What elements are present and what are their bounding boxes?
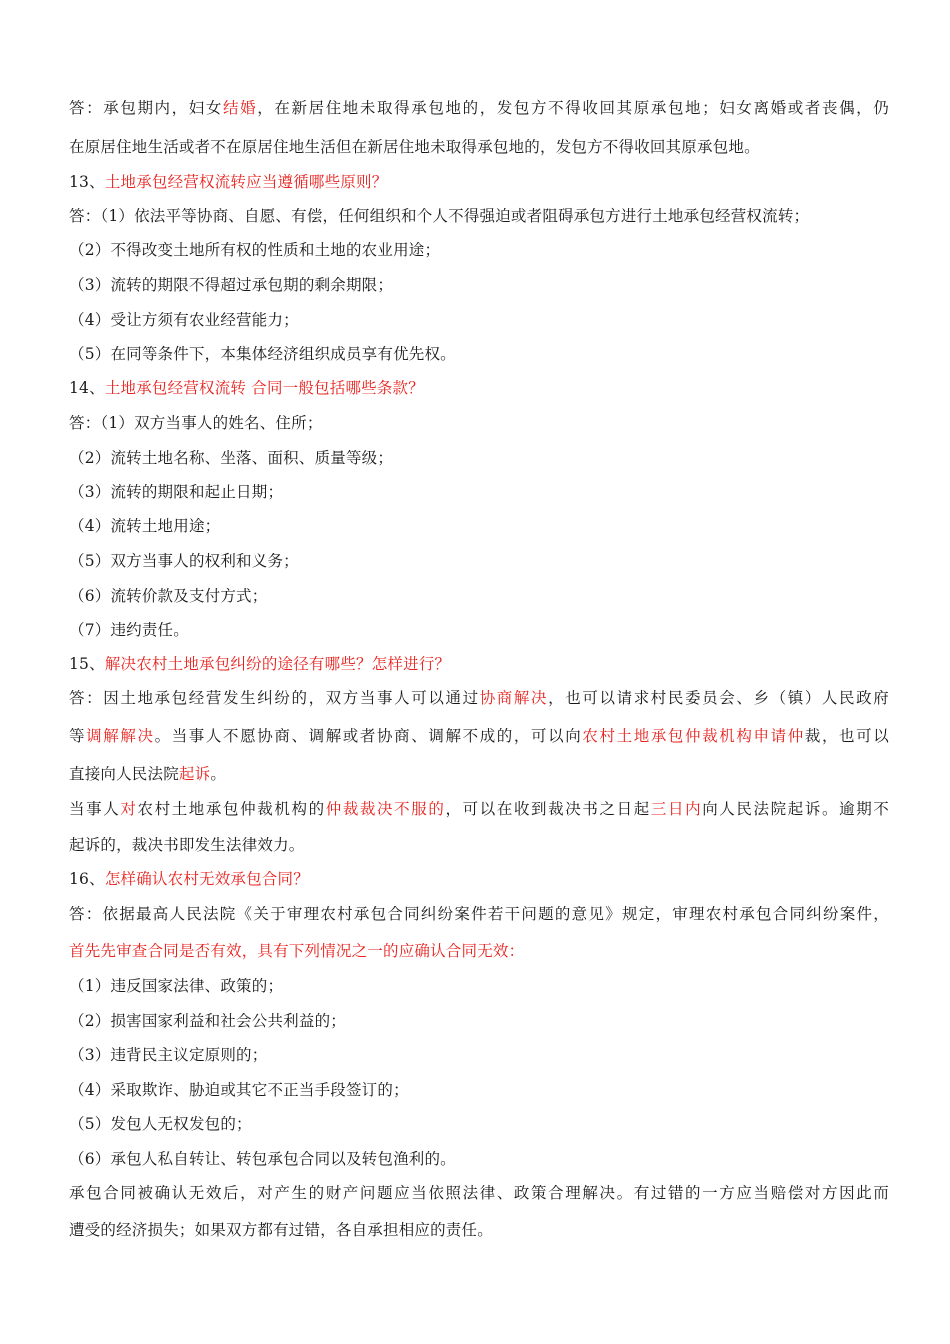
answer-15-line-5	[69, 835, 889, 855]
text-span: （2）流转土地名称、坐落、面积、质量等级；	[69, 449, 394, 467]
text-span: 答：依据最高人民法院《关于审理农村承包合同纠纷案件若干问题的意见》规定，审理农村承包合同纠纷案件，	[69, 905, 889, 923]
text-span: 16、	[69, 870, 105, 888]
text-span: 。	[210, 765, 227, 783]
question-14-heading	[69, 378, 889, 398]
highlighted-text: 对	[120, 800, 138, 818]
text-span: （4）采取欺诈、胁迫或其它不正当手段签订的；	[69, 1081, 409, 1099]
text-span: 13、	[69, 173, 105, 191]
text-span: 。当事人不愿协商、调解或者协商、调解不成的，可以向	[154, 727, 583, 745]
text-span: （3）流转的期限和起止日期；	[69, 483, 284, 501]
answer-16-item-3	[69, 1045, 889, 1065]
answer-16-line-3	[69, 1183, 889, 1203]
answer-13-item-2	[69, 240, 889, 260]
answer-12-line-2	[69, 137, 889, 157]
highlighted-text: 农村土地承包仲裁机构申请仲	[582, 727, 805, 745]
answer-16-item-4	[69, 1080, 889, 1100]
text-span: 向人民法院起诉。逾期不	[702, 800, 889, 818]
text-span: （6）流转价款及支付方式；	[69, 587, 268, 605]
text-span: （5）发包人无权发包的；	[69, 1115, 252, 1133]
highlighted-text: 协商解决	[479, 689, 549, 707]
answer-14-item-6	[69, 586, 889, 606]
answer-14-item-4	[69, 516, 889, 536]
highlighted-text: 土地承包经营权流转应当遵循哪些原则？	[104, 173, 388, 191]
text-span: 承包合同被确认无效后，对产生的财产问题应当依照法律、政策合理解决。有过错的一方应当赔偿对方因此而	[69, 1184, 889, 1202]
answer-14-item-3	[69, 482, 889, 502]
answer-16-line-4	[69, 1220, 889, 1240]
text-span: （1）违反国家法律、政策的；	[69, 977, 284, 995]
text-span: （7）违约责任。	[69, 621, 189, 639]
question-13-heading	[69, 172, 889, 192]
answer-16-line-2	[69, 941, 889, 961]
text-span: 当事人	[69, 800, 121, 818]
text-span: 14、	[69, 379, 105, 397]
text-span: 在原居住地生活或者不在原居住地生活但在新居住地未取得承包地的，发包方不得收回其原承包地。	[69, 138, 760, 156]
text-span: 答：（1）依法平等协商、自愿、有偿，任何组织和个人不得强迫或者阻碍承包方进行土地承包经营权流转；	[69, 207, 810, 225]
answer-14-item-7	[69, 620, 889, 640]
answer-13-item-3	[69, 275, 889, 295]
answer-13-item-5	[69, 344, 889, 364]
answer-16-item-2	[69, 1011, 889, 1031]
highlighted-text: 解决农村土地承包纠纷的途径有哪些？怎样进行？	[104, 655, 451, 673]
answer-13-item-1	[69, 206, 889, 226]
highlighted-text: 三日内	[650, 800, 703, 818]
highlighted-text: 结婚	[223, 99, 258, 117]
answer-15-line-1	[69, 688, 889, 708]
text-span: （4）受让方须有农业经营能力；	[69, 311, 299, 329]
answer-16-line-1	[69, 904, 889, 924]
highlighted-text: 仲裁裁决不服的	[325, 800, 446, 818]
text-span: 答：承包期内，妇女	[69, 99, 224, 117]
text-span: 农村土地承包仲裁机构的	[137, 800, 326, 818]
text-span: （5）双方当事人的权利和义务；	[69, 552, 299, 570]
answer-15-line-3	[69, 764, 889, 784]
answer-12-line-1	[69, 98, 889, 118]
text-span: 起诉的，裁决书即发生法律效力。	[69, 836, 305, 854]
highlighted-text: 怎样确认农村无效承包合同？	[104, 870, 309, 888]
answer-16-item-6	[69, 1149, 889, 1169]
answer-14-item-5	[69, 551, 889, 571]
question-16-heading	[69, 869, 889, 889]
text-span: ，也可以请求村民委员会、乡（镇）人民政府	[548, 689, 889, 707]
text-span: （3）违背民主议定原则的；	[69, 1046, 268, 1064]
text-span: （3）流转的期限不得超过承包期的剩余期限；	[69, 276, 394, 294]
text-span: 直接向人民法院	[69, 765, 179, 783]
answer-16-item-1	[69, 976, 889, 996]
text-span: 答：（1）双方当事人的姓名、住所；	[69, 414, 323, 432]
text-span: （2）损害国家利益和社会公共利益的；	[69, 1012, 346, 1030]
text-span: （6）承包人私自转让、转包承包合同以及转包渔利的。	[69, 1150, 456, 1168]
text-span: ，可以在收到裁决书之日起	[445, 800, 651, 818]
highlighted-text: 起诉	[178, 765, 211, 783]
text-span: ，在新居住地未取得承包地的，发包方不得收回其原承包地；妇女离婚或者丧偶，仍	[257, 99, 889, 117]
answer-13-item-4	[69, 310, 889, 330]
text-span: 遭受的经济损失；如果双方都有过错，各自承担相应的责任。	[69, 1221, 493, 1239]
text-span: 等	[69, 727, 87, 745]
text-span: 15、	[69, 655, 105, 673]
highlighted-text: 调解解决	[86, 727, 155, 745]
question-15-heading	[69, 654, 889, 674]
answer-14-item-2	[69, 448, 889, 468]
highlighted-text: 首先先审查合同是否有效，具有下列情况之一的应确认合同无效：	[69, 942, 525, 960]
text-span: 答：因土地承包经营发生纠纷的，双方当事人可以通过	[69, 689, 480, 707]
highlighted-text: 土地承包经营权流转 合同一般包括哪些条款？	[104, 379, 424, 397]
answer-15-line-4	[69, 799, 889, 819]
answer-14-item-1	[69, 413, 889, 433]
answer-15-line-2	[69, 726, 889, 746]
text-span: （5）在同等条件下，本集体经济组织成员享有优先权。	[69, 345, 456, 363]
text-span: 裁，也可以	[804, 727, 889, 745]
text-span: （4）流转土地用途；	[69, 517, 221, 535]
answer-16-item-5	[69, 1114, 889, 1134]
text-span: （2）不得改变土地所有权的性质和土地的农业用途；	[69, 241, 441, 259]
